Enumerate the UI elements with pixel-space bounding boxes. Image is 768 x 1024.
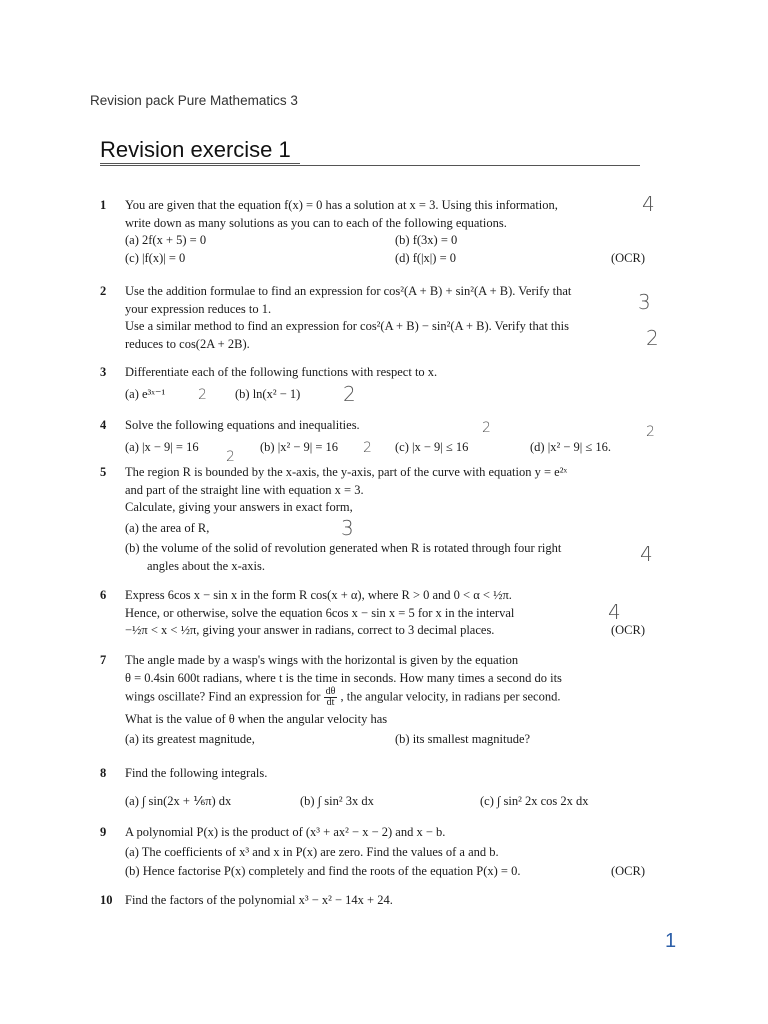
- handwritten-mark: 4: [642, 192, 655, 216]
- question-text: Find the following integrals.: [125, 766, 268, 780]
- handwritten-mark: 2: [482, 420, 491, 436]
- question-text: The angle made by a wasp's wings with the horizontal is given by the equation: [125, 653, 519, 667]
- part-a: (a) its greatest magnitude,: [125, 731, 255, 746]
- part-a: (a) 2f(x + 5) = 0: [125, 233, 207, 247]
- question-number: 1: [100, 198, 107, 212]
- fraction-denominator: dt: [326, 697, 335, 708]
- handwritten-mark: 2: [198, 387, 207, 403]
- question-10: [100, 892, 645, 910]
- question-9: [100, 824, 645, 881]
- fraction-numerator: dθ: [325, 686, 336, 697]
- part-b: (b) the volume of the solid of revolution generated when R is rotated through four right: [125, 541, 562, 555]
- part-c: (c) |x − 9| ≤ 16: [395, 439, 469, 454]
- part-b: [125, 861, 645, 881]
- question-text: and part of the straight line with equation x = 3.: [125, 482, 364, 497]
- part-b: (b) |x² − 9| = 16: [260, 439, 339, 454]
- title-rule: [100, 165, 640, 166]
- part-b: (b) f(3x) = 0: [395, 233, 458, 247]
- title-underline: [100, 163, 300, 164]
- part-a: (a) |x − 9| = 16: [125, 439, 199, 454]
- part-b: (b) its smallest magnitude?: [395, 731, 531, 746]
- question-number: 6: [100, 588, 107, 602]
- derivative-fraction: [324, 687, 338, 708]
- handwritten-mark: 3: [638, 290, 651, 314]
- question-4: [100, 417, 645, 461]
- part-b: (b) ln(x² − 1): [235, 386, 301, 401]
- question-text: What is the value of θ when the angular velocity has: [125, 712, 388, 726]
- question-3: [100, 364, 645, 408]
- page-title: Revision exercise 1: [100, 137, 291, 162]
- question-text: Use a similar method to find an expression for cos²(A + B) − sin²(A + B). Verify that this: [125, 319, 569, 333]
- ocr-label: (OCR): [610, 251, 645, 265]
- ocr-label: (OCR): [610, 623, 645, 637]
- ocr-label: (OCR): [610, 864, 645, 878]
- part-b: (b) ∫ sin² 3x dx: [300, 793, 374, 808]
- question-text: [125, 622, 645, 640]
- question-8: [100, 765, 645, 819]
- handwritten-mark: 2: [363, 440, 372, 456]
- question-text: reduces to cos(2A + 2B).: [125, 336, 250, 351]
- question-text: θ = 0.4sin 600t radians, where t is the time in seconds. How many times a second do its: [125, 670, 562, 685]
- part-c: (c) ∫ sin² 2x cos 2x dx: [480, 793, 589, 808]
- question-text-part: wings oscillate? Find an expression for: [125, 689, 321, 704]
- question-number: 9: [100, 825, 107, 839]
- handwritten-mark: 2: [343, 382, 356, 406]
- question-text: [125, 687, 645, 711]
- question-number: 4: [100, 418, 107, 432]
- document-header: Revision pack Pure Mathematics 3: [90, 93, 298, 108]
- question-text: A polynomial P(x) is the product of (x³ + ax² − x − 2) and x − b.: [125, 825, 446, 839]
- handwritten-mark: 2: [226, 449, 235, 465]
- question-number: 7: [100, 653, 107, 667]
- part-a: (a) ∫ sin(2x + ⅙π) dx: [125, 793, 232, 808]
- question-text: your expression reduces to 1.: [125, 301, 272, 316]
- handwritten-mark: 4: [608, 600, 621, 624]
- question-number: 3: [100, 365, 107, 379]
- handwritten-mark: 3: [341, 516, 354, 540]
- question-text: The region R is bounded by the x-axis, the y-axis, part of the curve with equation y = e²ˣ: [125, 465, 568, 479]
- question-6: [100, 587, 645, 640]
- question-text-part: , the angular velocity, in radians per second.: [340, 689, 561, 704]
- question-text: Solve the following equations and inequalities.: [125, 418, 360, 432]
- question-2: [100, 283, 645, 353]
- question-text: Use the addition formulae to find an expression for cos²(A + B) + sin²(A + B). Verify that: [125, 284, 572, 298]
- part-d: (d) f(|x|) = 0: [395, 251, 456, 265]
- part-a: (a) the area of R,: [125, 520, 210, 535]
- question-text-part: −½π < x < ½π, giving your answer in radians, correct to 3 decimal places.: [125, 623, 495, 637]
- question-number: 5: [100, 465, 107, 479]
- question-text: write down as many solutions as you can to each of the following equations.: [125, 215, 507, 230]
- question-number: 2: [100, 284, 107, 298]
- part-b-text: (b) Hence factorise P(x) completely and find the roots of the equation P(x) = 0.: [125, 864, 521, 878]
- part-c: (c) |f(x)| = 0: [125, 251, 186, 265]
- question-text: Hence, or otherwise, solve the equation 6cos x − sin x = 5 for x in the interval: [125, 605, 515, 620]
- question-text: Find the factors of the polynomial x³ − x² − 14x + 24.: [125, 893, 393, 907]
- question-text: Express 6cos x − sin x in the form R cos(x + α), where R > 0 and 0 < α < ½π.: [125, 588, 512, 602]
- handwritten-mark: 2: [646, 326, 659, 350]
- part-a: (a) The coefficients of x³ and x in P(x) are zero. Find the values of a and b.: [125, 844, 499, 859]
- part-b-continued: angles about the x-axis.: [147, 558, 266, 573]
- part-a: (a) e³ˣ⁻¹: [125, 386, 166, 401]
- question-text: Differentiate each of the following functions with respect to x.: [125, 365, 438, 379]
- handwritten-mark: 2: [646, 424, 655, 440]
- question-text: Calculate, giving your answers in exact form,: [125, 500, 353, 514]
- question-7: [100, 652, 645, 749]
- question-5: [100, 464, 645, 575]
- page-number: 1: [665, 930, 677, 952]
- question-1: [100, 197, 645, 268]
- question-number: 8: [100, 766, 107, 780]
- question-number: 10: [100, 893, 113, 907]
- part-d: (d) |x² − 9| ≤ 16.: [530, 439, 611, 454]
- handwritten-mark: 4: [640, 542, 653, 566]
- question-text: You are given that the equation f(x) = 0 has a solution at x = 3. Using this information,: [125, 198, 558, 212]
